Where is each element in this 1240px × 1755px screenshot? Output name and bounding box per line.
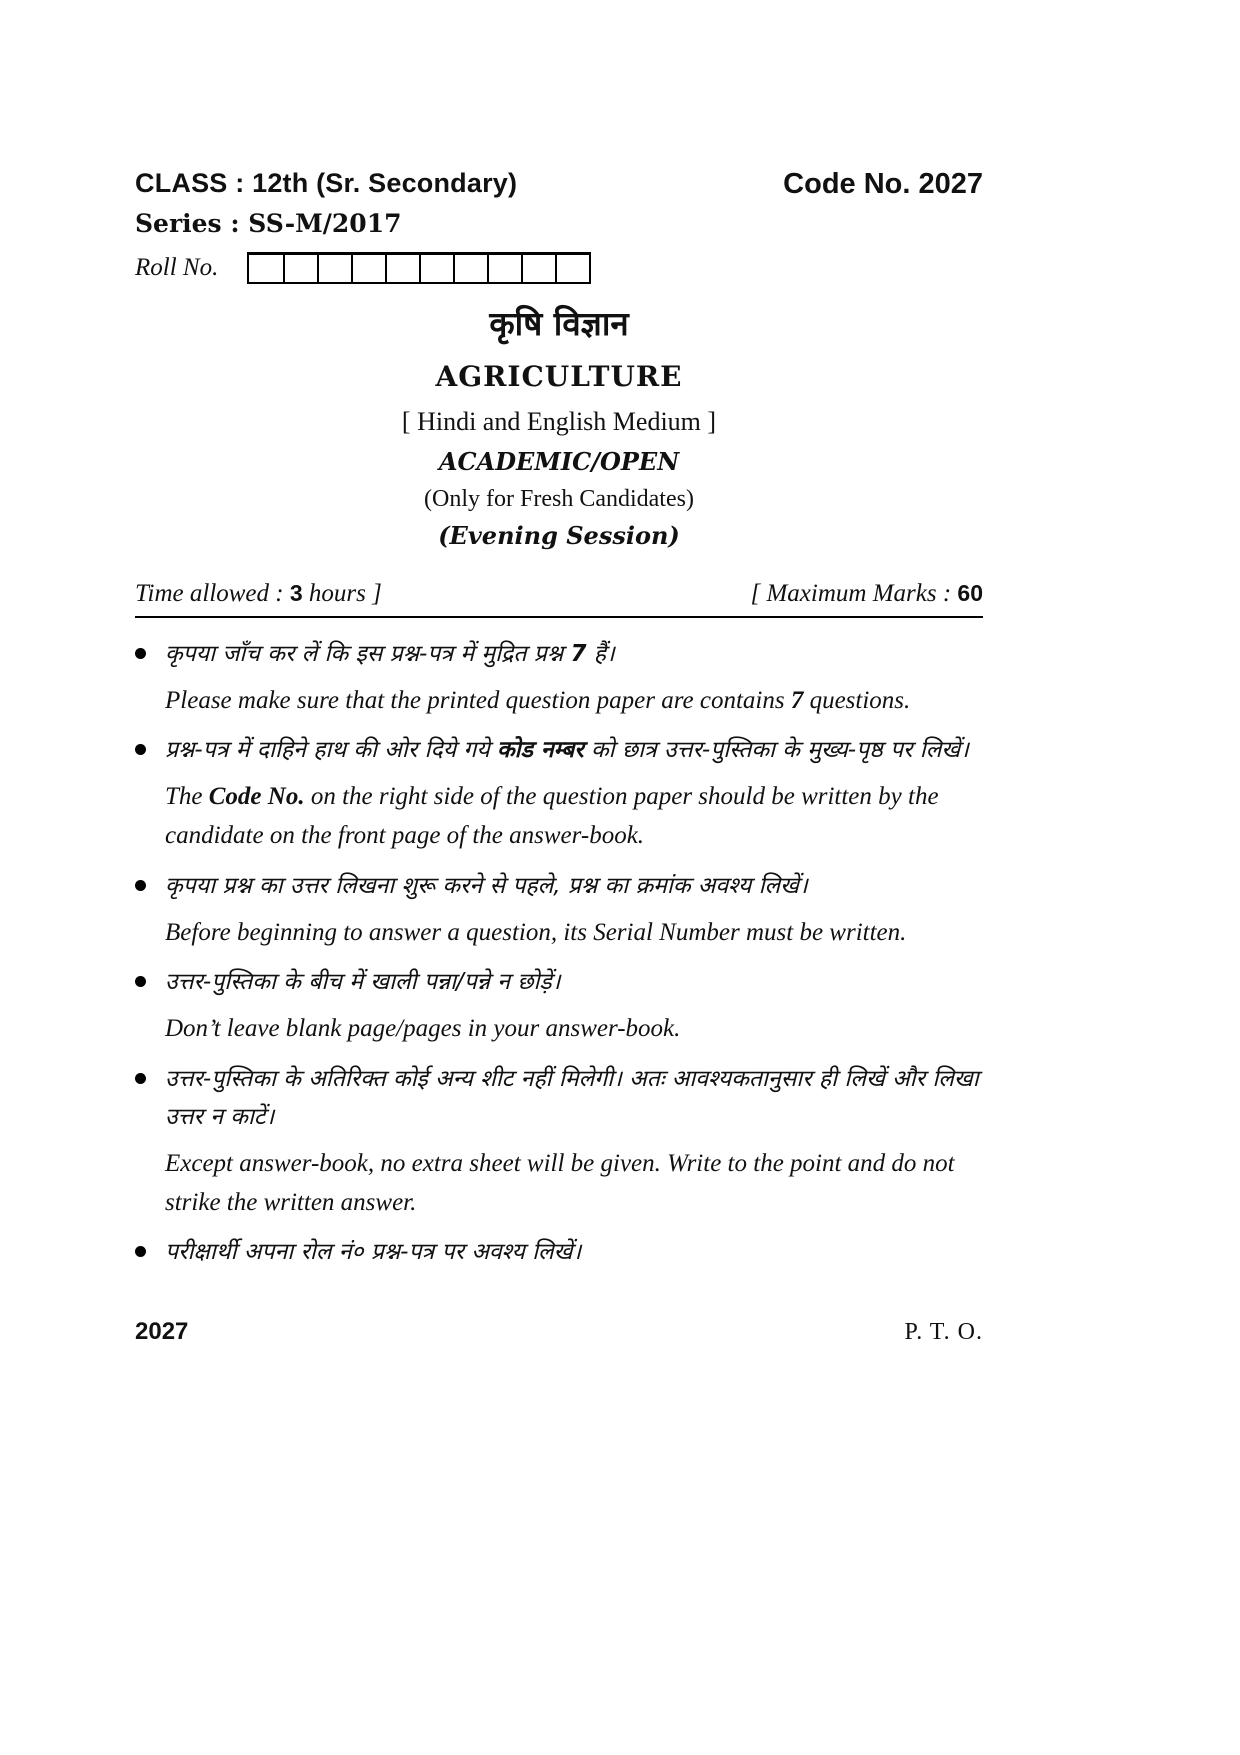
instruction-english: Don’t leave blank page/pages in your answer-book. <box>165 1015 681 1043</box>
title-block <box>135 304 983 550</box>
class-line: CLASS : 12th (Sr. Secondary) <box>135 168 518 198</box>
instruction-hindi: प्रश्न-पत्र में दाहिने हाथ की ओर दिये गये कोड नम्बर को छात्र उत्तर-पुस्तिका के मुख्य-पृष्ठ पर लिखें। <box>165 737 969 764</box>
instruction-item <box>135 868 983 953</box>
instruction-hindi: परीक्षार्थी अपना रोल नं० प्रश्न-पत्र पर अवश्य लिखें। <box>165 1239 582 1266</box>
session-line: (Evening Session) <box>438 520 680 550</box>
roll-number-row <box>135 252 983 284</box>
footer-row <box>135 1318 983 1346</box>
instruction-english: Before beginning to answer a question, its Serial Number must be written. <box>165 918 907 946</box>
series-line: Series : SS-M/2017 <box>135 209 402 238</box>
code-number: Code No. 2027 <box>783 168 983 200</box>
instruction-item <box>135 636 983 721</box>
instruction-item <box>135 732 983 855</box>
roll-number-label: Roll No. <box>135 254 219 281</box>
bullet-dot <box>135 744 146 755</box>
instruction-english: Please make sure that the printed question paper are contains 7 questions. <box>165 686 911 714</box>
roll-box-cell <box>487 255 521 282</box>
footer-paper-code: 2027 <box>135 1318 189 1346</box>
roll-box-cell <box>419 255 453 282</box>
subject-title-hindi: कृषि विज्ञान <box>489 304 629 343</box>
instruction-english: Except answer-book, no extra sheet will be given. Write to the point and do not strike the written answer. <box>165 1149 955 1216</box>
instruction-hindi: कृपया प्रश्न का उत्तर लिखना शुरू करने से पहले, प्रश्न का क्रमांक अवश्य लिखें। <box>165 872 808 899</box>
bullet-dot <box>135 880 146 891</box>
instruction-english: The Code No. on the right side of the question paper should be written by the candidate on the front page of the answer-book. <box>165 783 939 849</box>
candidates-line: (Only for Fresh Candidates) <box>424 485 694 512</box>
instruction-hindi: उत्तर-पुस्तिका के बीच में खाली पन्ना/पन्ने न छोड़ें। <box>165 969 561 996</box>
roll-number-boxes <box>247 252 591 284</box>
time-marks-row <box>135 580 983 618</box>
instructions-list <box>135 636 983 1273</box>
roll-box-cell <box>317 255 351 282</box>
header-row <box>135 168 983 201</box>
stream-line: ACADEMIC/OPEN <box>438 446 680 476</box>
bullet-dot <box>135 976 146 987</box>
bullet-dot <box>135 1073 146 1084</box>
instruction-item <box>135 1234 983 1272</box>
maximum-marks: [ Maximum Marks : 60 <box>750 579 983 607</box>
instruction-hindi: उत्तर-पुस्तिका के अतिरिक्त कोई अन्य शीट नहीं मिलेगी। अतः आवश्यकतानुसार ही लिखें और लिखा उत्तर न काटें। <box>165 1066 979 1131</box>
footer-pto: P. T. O. <box>904 1319 983 1346</box>
medium-line: [ Hindi and English Medium ] <box>401 406 717 436</box>
roll-box-cell <box>385 255 419 282</box>
roll-box-cell <box>521 255 555 282</box>
subject-title-english: AGRICULTURE <box>435 359 683 393</box>
time-allowed: Time allowed : 3 hours ] <box>135 579 382 607</box>
roll-box-cell <box>555 255 589 282</box>
instruction-hindi: कृपया जाँच कर लें कि इस प्रश्न-पत्र में मुद्रित प्रश्न 7 हैं। <box>165 640 615 667</box>
instruction-item <box>135 1061 983 1222</box>
instruction-item <box>135 964 983 1049</box>
page-content <box>135 168 983 1346</box>
roll-box-cell <box>283 255 317 282</box>
bullet-dot <box>135 1246 146 1257</box>
roll-box-cell <box>453 255 487 282</box>
bullet-dot <box>135 648 146 659</box>
roll-box-cell <box>351 255 385 282</box>
roll-box-cell <box>249 255 283 282</box>
